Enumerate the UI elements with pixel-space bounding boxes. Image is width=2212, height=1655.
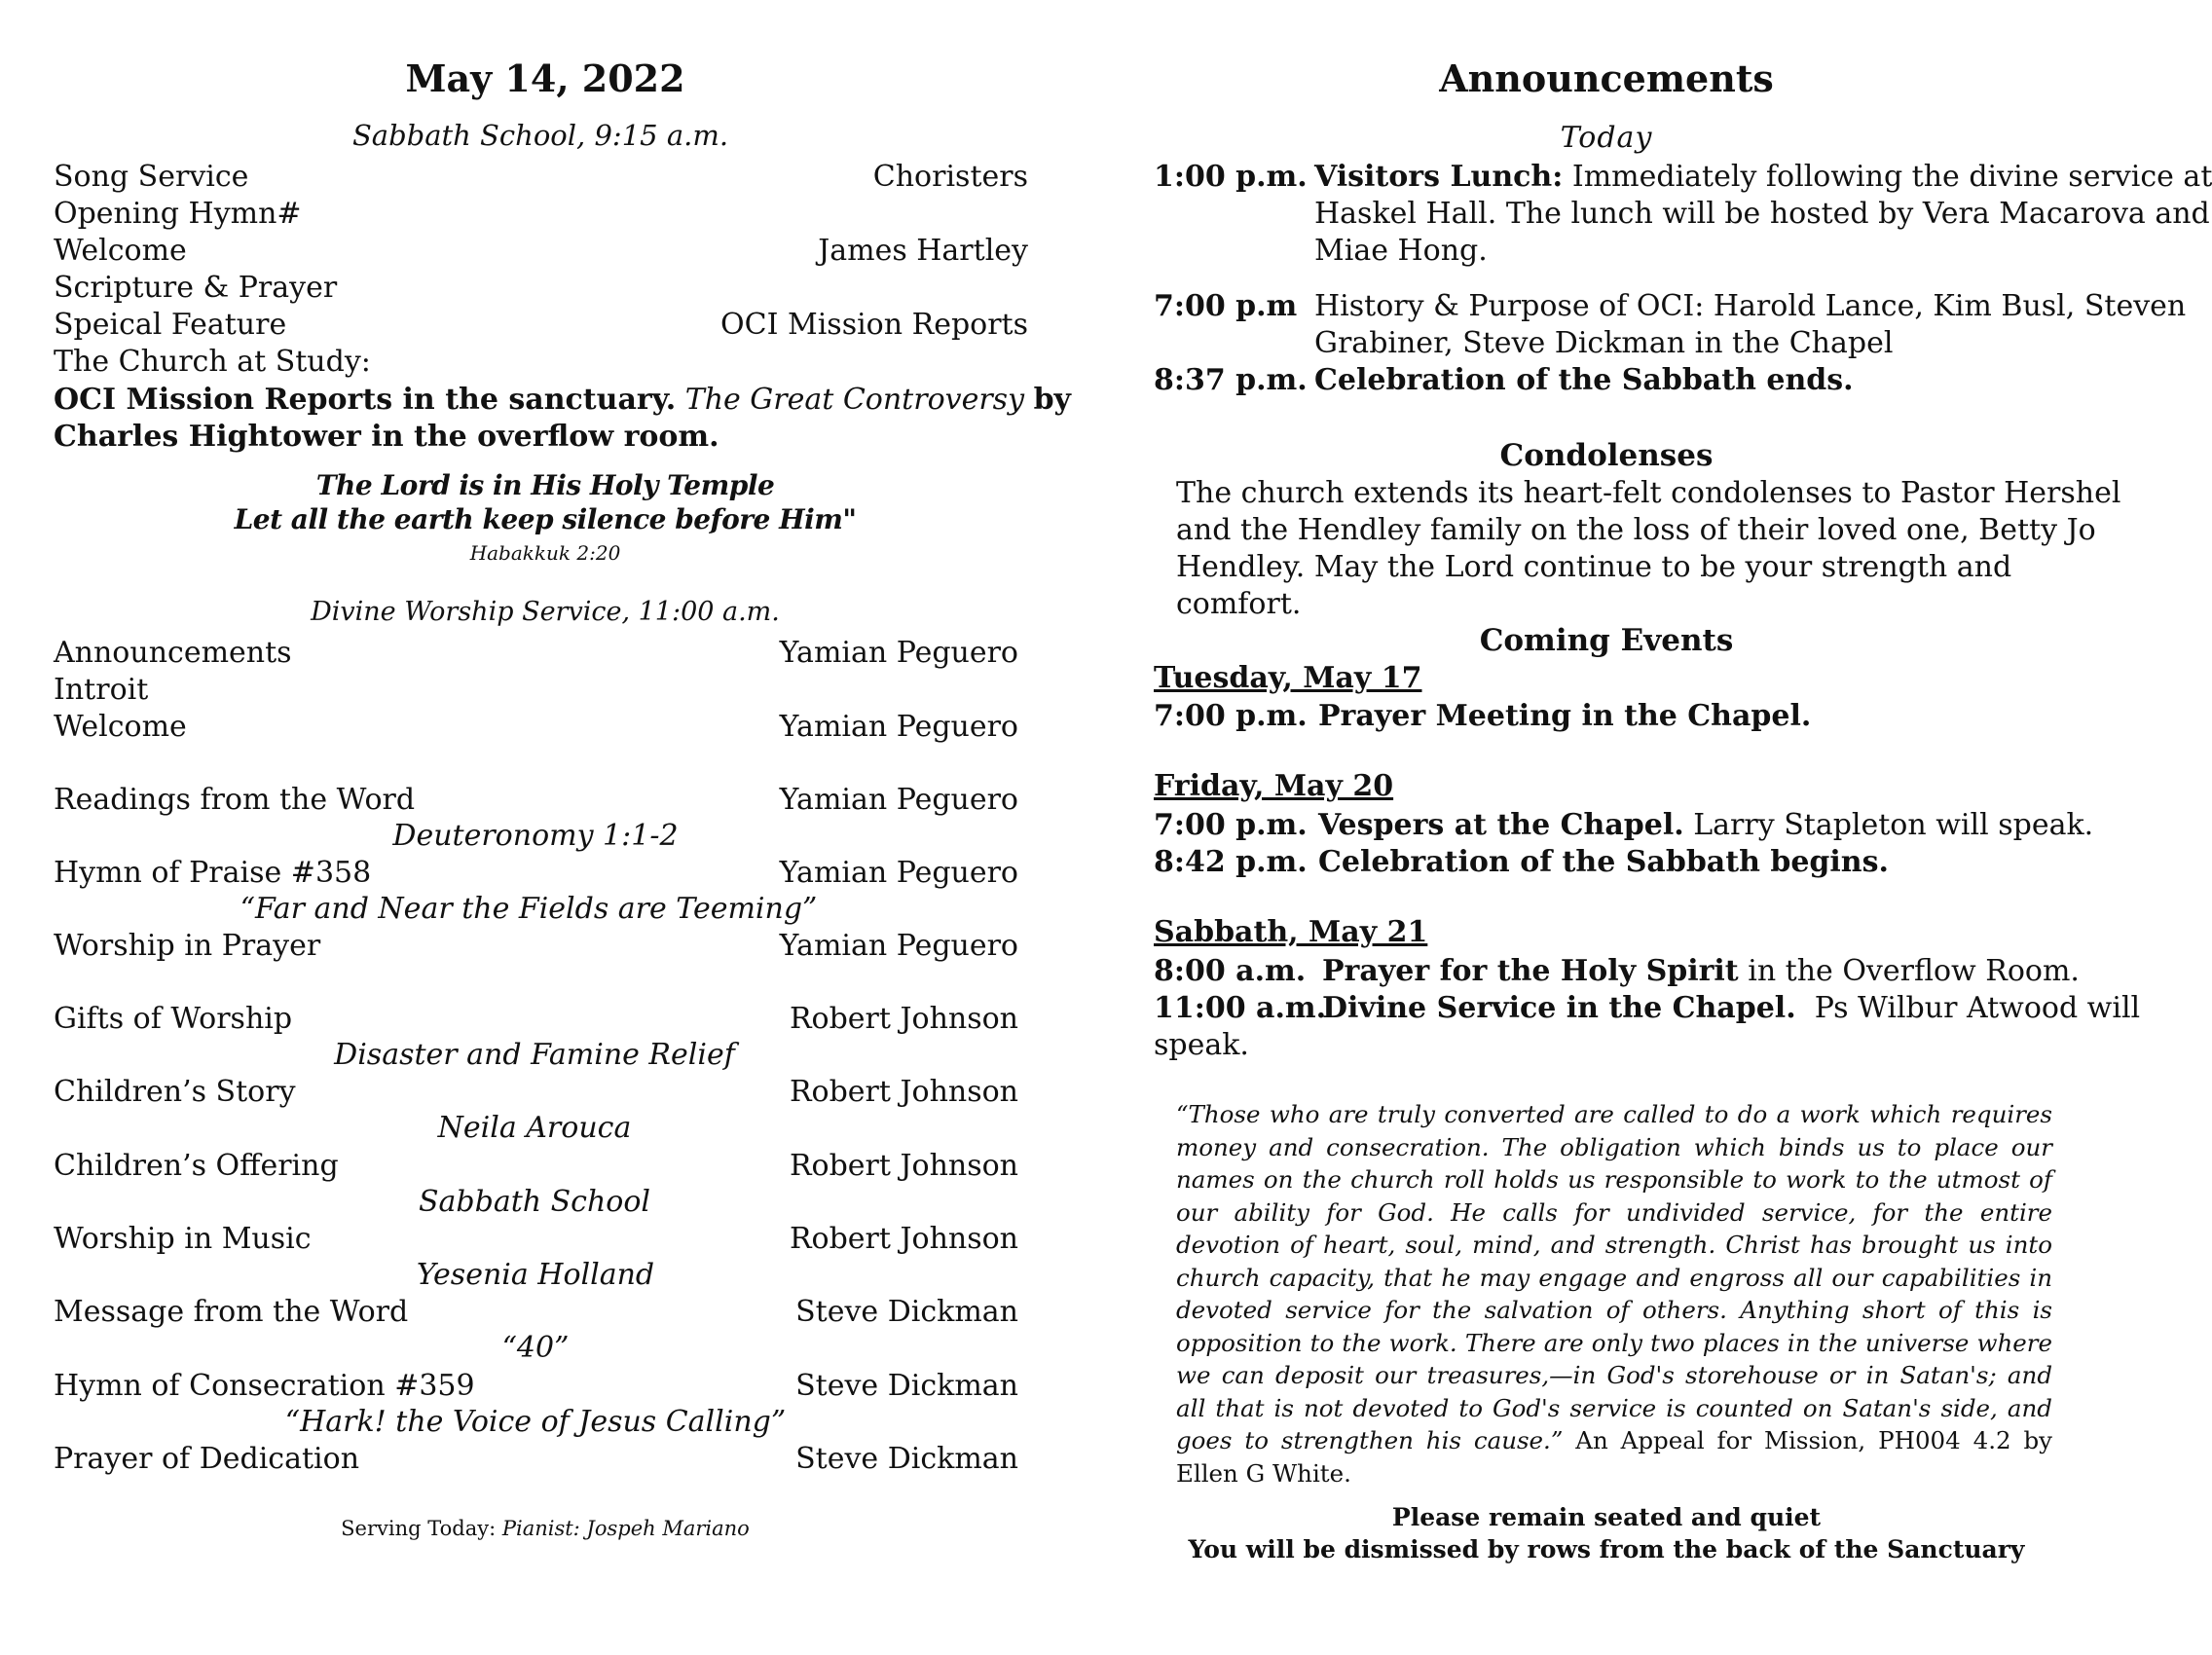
serving-label: Serving Today: bbox=[341, 1517, 497, 1540]
today-lead: Visitors Lunch: bbox=[1314, 160, 1564, 194]
today-time: 7:00 p.m bbox=[1154, 289, 1298, 323]
ss-person: James Hartley bbox=[818, 234, 1028, 268]
today-line bbox=[1314, 160, 2212, 194]
service-item: Welcome bbox=[54, 710, 187, 744]
friday-event-1-rest: Larry Stapleton will speak. bbox=[1693, 808, 2094, 842]
service-item: Message from the Word bbox=[54, 1295, 409, 1329]
today-line: Celebration of the Sabbath ends. bbox=[1314, 363, 1854, 397]
service-detail: Neila Arouca bbox=[437, 1111, 632, 1145]
ellen-white-quote bbox=[1176, 1098, 2052, 1490]
service-leader: Robert Johnson bbox=[789, 1222, 1018, 1256]
condolences-line: comfort. bbox=[1176, 587, 1302, 621]
closing-line-1: Please remain seated and quiet bbox=[1391, 1503, 1822, 1531]
service-leader: Steve Dickman bbox=[795, 1442, 1018, 1476]
sabbath-time-2: 11:00 a.m. bbox=[1154, 991, 1327, 1025]
study-line-1 bbox=[54, 383, 1071, 417]
tuesday-event: Prayer Meeting in the Chapel. bbox=[1318, 699, 1812, 733]
friday-time-2: 8:42 p.m. bbox=[1154, 845, 1308, 879]
service-item: Worship in Prayer bbox=[54, 929, 321, 963]
verse-line-1: The Lord is in His Holy Temple bbox=[315, 469, 775, 501]
service-leader: Robert Johnson bbox=[789, 1075, 1018, 1109]
ss-item: Speical Feature bbox=[54, 308, 287, 342]
tuesday-time: 7:00 p.m. bbox=[1154, 699, 1308, 733]
study-bold-2: by bbox=[1033, 383, 1071, 417]
service-item: Readings from the Word bbox=[54, 783, 416, 817]
service-detail: Deuteronomy 1:1-2 bbox=[392, 819, 679, 853]
coming-events-title: Coming Events bbox=[1479, 623, 1734, 658]
sabbath-event-2-cont: speak. bbox=[1154, 1028, 1249, 1062]
friday-event-2: Celebration of the Sabbath begins. bbox=[1318, 845, 1889, 879]
verse-reference: Habakkuk 2:20 bbox=[469, 541, 621, 565]
service-leader: Yamian Peguero bbox=[779, 710, 1018, 744]
ss-item: The Church at Study: bbox=[54, 345, 371, 379]
ss-item: Song Service bbox=[54, 160, 249, 194]
sabbath-event-1 bbox=[1322, 954, 2080, 988]
service-leader: Robert Johnson bbox=[789, 1149, 1018, 1183]
today-time: 8:37 p.m. bbox=[1154, 363, 1308, 397]
ss-person: Choristers bbox=[872, 160, 1028, 194]
friday-header: Friday, May 20 bbox=[1154, 769, 1394, 803]
today-text: Immediately following the divine service at bbox=[1571, 160, 2212, 194]
service-item: Prayer of Dedication bbox=[54, 1442, 360, 1476]
condolences-line: Hendley. May the Lord continue to be your strength and bbox=[1176, 550, 2012, 584]
friday-event-1 bbox=[1318, 808, 2093, 842]
service-detail: “40” bbox=[501, 1331, 570, 1365]
service-leader: Yamian Peguero bbox=[779, 856, 1018, 890]
announcements-title: Announcements bbox=[1439, 56, 1774, 100]
ss-item: Opening Hymn# bbox=[54, 197, 302, 231]
study-bold-1: OCI Mission Reports in the sanctuary. bbox=[54, 383, 677, 417]
condolences-title: Condolenses bbox=[1499, 438, 1714, 473]
ss-person: OCI Mission Reports bbox=[720, 308, 1028, 342]
serving-value: Pianist: Jospeh Mariano bbox=[501, 1517, 750, 1540]
service-leader: Yamian Peguero bbox=[779, 636, 1018, 670]
closing-line-2: You will be dismissed by rows from the back of the Sanctuary bbox=[1188, 1535, 2025, 1563]
service-detail: Sabbath School bbox=[418, 1185, 651, 1219]
sabbath-time-1: 8:00 a.m. bbox=[1154, 954, 1307, 988]
friday-event-1-bold: Vespers at the Chapel. bbox=[1318, 808, 1684, 842]
sabbath-event-2-bold: Divine Service in the Chapel. bbox=[1322, 991, 1796, 1025]
service-item: Hymn of Consecration #359 bbox=[54, 1369, 475, 1403]
today-heading: Today bbox=[1560, 121, 1653, 155]
quote-text: “Those who are truly converted are called to do a work which requires money and consecration. The obligation which binds us to place our names on the church roll holds us responsible to work to the utmost of our ability for God. He calls for undivided service, for the entire devotion of heart, soul, mind, and strength. Christ has brought us into church capacity, that he may engage and engross all our capabilities in devoted service for the salvation of others. Anything short of this is opposition to the work. There are only two places in the universe where we can deposit our treasures,—in God's storehouse or in Satan's; and all that is not devoted to God's service is counted on Satan's side, and goes to strengthen his cause.” bbox=[1176, 1100, 2052, 1454]
study-book-title: The Great Controversy bbox=[684, 383, 1025, 417]
service-item: Gifts of Worship bbox=[54, 1002, 293, 1036]
friday-time-1: 7:00 p.m. bbox=[1154, 808, 1308, 842]
today-line: History & Purpose of OCI: Harold Lance, Kim Busl, Steven bbox=[1314, 289, 2187, 323]
sabbath-event-1-rest: in the Overflow Room. bbox=[1748, 954, 2080, 988]
today-time: 1:00 p.m. bbox=[1154, 160, 1308, 194]
today-line: Haskel Hall. The lunch will be hosted by Vera Macarova and bbox=[1314, 197, 2210, 231]
sabbath-event-2-rest: Ps Wilbur Atwood will bbox=[1814, 991, 2141, 1025]
service-leader: Yamian Peguero bbox=[779, 783, 1018, 817]
service-detail: “Hark! the Voice of Jesus Calling” bbox=[284, 1405, 787, 1439]
sabbath-header: Sabbath, May 21 bbox=[1154, 915, 1428, 949]
service-detail: Disaster and Famine Relief bbox=[334, 1038, 735, 1072]
service-item: Worship in Music bbox=[54, 1222, 312, 1256]
service-leader: Steve Dickman bbox=[795, 1295, 1018, 1329]
divine-service-heading: Divine Worship Service, 11:00 a.m. bbox=[311, 597, 780, 627]
date-title: May 14, 2022 bbox=[405, 56, 685, 100]
service-leader: Robert Johnson bbox=[789, 1002, 1018, 1036]
condolences-line: and the Hendley family on the loss of their loved one, Betty Jo bbox=[1176, 513, 2096, 547]
sabbath-event-2 bbox=[1322, 991, 2140, 1025]
service-leader: Steve Dickman bbox=[795, 1369, 1018, 1403]
tuesday-header: Tuesday, May 17 bbox=[1154, 661, 1422, 695]
sabbath-school-heading: Sabbath School, 9:15 a.m. bbox=[351, 119, 729, 152]
today-line: Grabiner, Steve Dickman in the Chapel bbox=[1314, 326, 1894, 360]
sabbath-event-1-bold: Prayer for the Holy Spirit bbox=[1322, 954, 1739, 988]
service-item: Children’s Offering bbox=[54, 1149, 339, 1183]
service-leader: Yamian Peguero bbox=[779, 929, 1018, 963]
service-item: Hymn of Praise #358 bbox=[54, 856, 372, 890]
quote-source: An Appeal for Mission, PH004 4.2 by Ellen G White. bbox=[1176, 1426, 2052, 1488]
condolences-line: The church extends its heart-felt condolenses to Pastor Hershel bbox=[1176, 476, 2121, 510]
ss-item: Welcome bbox=[54, 234, 187, 268]
service-item: Children’s Story bbox=[54, 1075, 296, 1109]
serving-today bbox=[0, 1517, 1090, 1540]
today-line: Miae Hong. bbox=[1314, 234, 1488, 268]
service-detail: Yesenia Holland bbox=[416, 1258, 655, 1292]
service-item: Introit bbox=[54, 673, 149, 707]
ss-item: Scripture & Prayer bbox=[54, 271, 338, 305]
verse-line-2: Let all the earth keep silence before Him" bbox=[234, 503, 857, 535]
study-line-2: Charles Hightower in the overflow room. bbox=[54, 420, 719, 454]
service-item: Announcements bbox=[54, 636, 292, 670]
service-detail: “Far and Near the Fields are Teeming” bbox=[240, 892, 818, 926]
